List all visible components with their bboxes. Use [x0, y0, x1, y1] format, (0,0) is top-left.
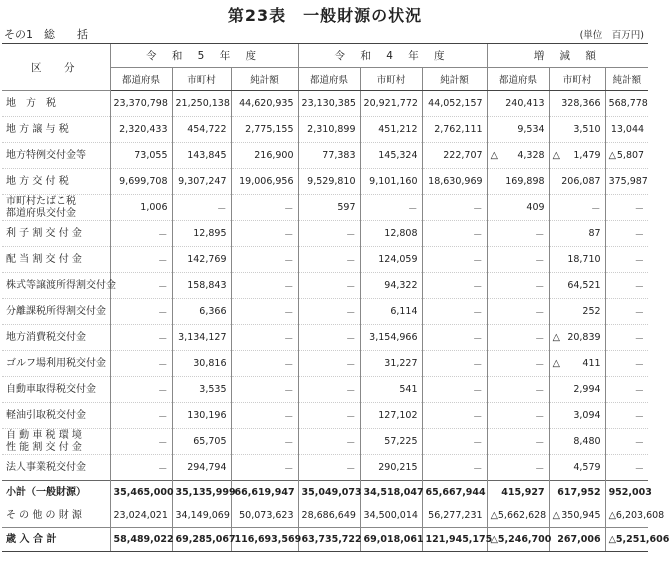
cell-value: 5,662,628: [497, 510, 547, 521]
table-cell: 50,073,623: [231, 504, 298, 528]
table-cell: [549, 504, 605, 528]
table-cell: 9,699,708: [110, 169, 172, 195]
table-cell: －: [231, 247, 298, 273]
column-header: 市町村: [172, 68, 231, 91]
table-cell: 66,619,947: [231, 481, 298, 505]
row-label: 自動車取得税交付金: [2, 377, 110, 403]
table-cell: 9,529,810: [298, 169, 360, 195]
table-cell: 116,693,569: [231, 528, 298, 552]
table-cell: 23,024,021: [110, 504, 172, 528]
section-subtitle: その1 総 括: [4, 28, 88, 41]
table-cell: 44,052,157: [422, 91, 487, 117]
table-cell: －: [422, 299, 487, 325]
table-cell: －: [298, 377, 360, 403]
table-cell: －: [605, 221, 648, 247]
row-label-header: 区 分: [2, 44, 110, 91]
negative-marker: △: [552, 510, 560, 521]
table-cell: －: [231, 429, 298, 455]
table-cell: 35,465,000: [110, 481, 172, 505]
table-cell: [487, 143, 549, 169]
table-cell: 12,895: [172, 221, 231, 247]
table-cell: 64,521: [549, 273, 605, 299]
general-revenue-table: [2, 43, 669, 552]
table-cell: －: [422, 455, 487, 481]
table-row: [2, 195, 648, 221]
table-cell: 451,212: [360, 117, 422, 143]
row-label: そ の 他 の 財 源: [6, 509, 82, 521]
group-header-change: 増 減 額: [487, 44, 648, 68]
row-label: 株式等譲渡所得割交付金: [2, 273, 110, 299]
table-cell: －: [487, 273, 549, 299]
table-cell: 409: [487, 195, 549, 221]
table-cell: －: [487, 325, 549, 351]
table-cell: 69,018,061: [360, 528, 422, 552]
cell-value: 5,807: [616, 150, 645, 161]
table-cell: －: [298, 221, 360, 247]
table-cell: 9,101,160: [360, 169, 422, 195]
negative-marker: △: [552, 358, 560, 369]
table-cell: 206,087: [549, 169, 605, 195]
table-cell: －: [422, 403, 487, 429]
table-cell: －: [487, 403, 549, 429]
table-cell: 34,518,047: [360, 481, 422, 505]
table-cell: 454,722: [172, 117, 231, 143]
header-group-row: [2, 44, 648, 68]
cell-value: 20,839: [567, 332, 601, 343]
table-cell: －: [110, 221, 172, 247]
table-cell: －: [110, 351, 172, 377]
column-header: 市町村: [360, 68, 422, 91]
negative-marker: △: [490, 150, 498, 161]
column-header: 都道府県: [298, 68, 360, 91]
table-row: [2, 528, 648, 552]
table-row: [2, 221, 648, 247]
table-row: [2, 455, 648, 481]
page-title: 第23表 一般財源の状況: [227, 6, 423, 25]
table-row: [2, 117, 648, 143]
table-cell: 28,686,649: [298, 504, 360, 528]
table-cell: －: [487, 247, 549, 273]
table-cell: 58,489,022: [110, 528, 172, 552]
column-header: 純計額: [422, 68, 487, 91]
column-header: 純計額: [231, 68, 298, 91]
negative-marker: △: [608, 510, 616, 521]
table-cell: 6,366: [172, 299, 231, 325]
table-cell: －: [487, 429, 549, 455]
row-label: 法人事業税交付金: [2, 455, 110, 481]
table-cell: 2,320,433: [110, 117, 172, 143]
table-cell: 69,285,067: [172, 528, 231, 552]
table-cell: －: [605, 195, 648, 221]
table-cell: 3,535: [172, 377, 231, 403]
table-cell: －: [360, 195, 422, 221]
table-cell: －: [110, 299, 172, 325]
table-cell: 145,324: [360, 143, 422, 169]
table-cell: 35,049,073: [298, 481, 360, 505]
table-cell: －: [605, 273, 648, 299]
table-cell: －: [422, 221, 487, 247]
cell-value: 350,945: [561, 510, 601, 521]
row-label: ゴルフ場利用税交付金: [2, 351, 110, 377]
row-label: 地 方 譲 与 税: [2, 117, 110, 143]
table-cell: －: [231, 221, 298, 247]
table-cell: 142,769: [172, 247, 231, 273]
negative-marker: △: [552, 332, 560, 343]
cell-value: 4,328: [517, 150, 545, 161]
table-cell: 9,534: [487, 117, 549, 143]
table-cell: －: [298, 325, 360, 351]
table-cell: 57,225: [360, 429, 422, 455]
table-cell: 73,055: [110, 143, 172, 169]
table-cell: 34,149,069: [172, 504, 231, 528]
table-cell: 2,775,155: [231, 117, 298, 143]
table-cell: 568,778: [605, 91, 648, 117]
table-cell: 18,710: [549, 247, 605, 273]
table-cell: －: [422, 325, 487, 351]
table-cell: 222,707: [422, 143, 487, 169]
table-cell: 290,215: [360, 455, 422, 481]
table-row: [2, 429, 648, 455]
table-row: [2, 299, 648, 325]
table-cell: －: [110, 429, 172, 455]
table-cell: －: [231, 377, 298, 403]
table-cell: 252: [549, 299, 605, 325]
table-cell: －: [605, 351, 648, 377]
row-label: 小計（一般財源）: [2, 481, 110, 505]
table-cell: －: [487, 377, 549, 403]
table-cell: －: [422, 377, 487, 403]
table-cell: 617,952: [549, 481, 605, 505]
table-cell: 158,843: [172, 273, 231, 299]
table-cell: 3,510: [549, 117, 605, 143]
table-cell: [549, 325, 605, 351]
table-cell: －: [605, 299, 648, 325]
row-label: 配 当 割 交 付 金: [2, 247, 110, 273]
table-cell: －: [172, 195, 231, 221]
table-cell: －: [110, 455, 172, 481]
table-cell: －: [605, 429, 648, 455]
table-cell: 541: [360, 377, 422, 403]
table-cell: 3,154,966: [360, 325, 422, 351]
table-cell: －: [110, 403, 172, 429]
table-row: [2, 403, 648, 429]
table-row: [2, 273, 648, 299]
table-cell: －: [422, 247, 487, 273]
table-cell: －: [231, 403, 298, 429]
negative-marker: △: [490, 534, 498, 545]
negative-marker: △: [608, 534, 616, 545]
cell-value: 5,251,606: [615, 534, 669, 545]
table-cell: －: [110, 247, 172, 273]
table-cell: －: [487, 455, 549, 481]
table-cell: 87: [549, 221, 605, 247]
unit-label: (単位 百万円): [579, 30, 644, 41]
table-cell: 31,227: [360, 351, 422, 377]
table-cell: －: [422, 429, 487, 455]
table-cell: 13,044: [605, 117, 648, 143]
table-cell: [487, 528, 552, 552]
table-cell: [605, 504, 665, 528]
table-cell: 415,927: [487, 481, 549, 505]
negative-marker: △: [490, 510, 498, 521]
row-label: 軽油引取税交付金: [2, 403, 110, 429]
row-label: 分離課税所得割交付金: [2, 299, 110, 325]
table-cell: －: [298, 429, 360, 455]
table-cell: 216,900: [231, 143, 298, 169]
table-cell: 34,500,014: [360, 504, 422, 528]
row-label: 利 子 割 交 付 金: [2, 221, 110, 247]
table-cell: －: [231, 195, 298, 221]
table-cell: [605, 143, 648, 169]
table-cell: －: [605, 325, 648, 351]
table-cell: 240,413: [487, 91, 549, 117]
table-cell: 63,735,722: [298, 528, 360, 552]
table-cell: 143,845: [172, 143, 231, 169]
table-row: [2, 91, 648, 117]
table-cell: 65,705: [172, 429, 231, 455]
table-row: [2, 504, 648, 528]
row-label: 市町村たばこ税 都道府県交付金: [2, 195, 110, 221]
table-cell: 4,579: [549, 455, 605, 481]
table-cell: 21,250,138: [172, 91, 231, 117]
row-label: 地 方 税: [2, 91, 110, 117]
table-cell: [605, 528, 669, 552]
table-cell: －: [422, 273, 487, 299]
table-cell: －: [110, 377, 172, 403]
table-cell: 3,134,127: [172, 325, 231, 351]
table-row: [2, 169, 648, 195]
table-cell: 77,383: [298, 143, 360, 169]
table-cell: －: [422, 351, 487, 377]
table-cell: －: [487, 299, 549, 325]
table-cell: 1,006: [110, 195, 172, 221]
table-cell: 294,794: [172, 455, 231, 481]
table-cell: 3,094: [549, 403, 605, 429]
table-row: [2, 481, 648, 505]
negative-marker: △: [552, 150, 560, 161]
table-row: [2, 351, 648, 377]
table-cell: －: [298, 351, 360, 377]
table-cell: 18,630,969: [422, 169, 487, 195]
table-cell: －: [110, 325, 172, 351]
table-cell: －: [422, 195, 487, 221]
row-label: 自 動 車 税 環 境 性 能 割 交 付 金: [2, 429, 110, 455]
table-cell: －: [298, 403, 360, 429]
cell-value: 6,203,608: [615, 510, 665, 521]
table-cell: [487, 504, 549, 528]
table-cell: 952,003: [605, 481, 648, 505]
group-header-r4: 令 和 4 年 度: [298, 44, 487, 68]
table-cell: －: [549, 195, 605, 221]
row-label: 歳 入 合 計: [2, 528, 110, 552]
table-row: [2, 325, 648, 351]
table-cell: 8,480: [549, 429, 605, 455]
table-cell: －: [487, 351, 549, 377]
table-cell: 20,921,772: [360, 91, 422, 117]
table-cell: 94,322: [360, 273, 422, 299]
table-cell: 2,762,111: [422, 117, 487, 143]
table-cell: 12,808: [360, 221, 422, 247]
row-label: 地方特例交付金等: [2, 143, 110, 169]
row-label: 地 方 交 付 税: [2, 169, 110, 195]
table-cell: －: [298, 247, 360, 273]
table-cell: 375,987: [605, 169, 648, 195]
table-cell: 130,196: [172, 403, 231, 429]
table-cell: 6,114: [360, 299, 422, 325]
table-cell: 23,370,798: [110, 91, 172, 117]
table-cell: －: [298, 299, 360, 325]
table-cell: －: [231, 299, 298, 325]
table-cell: －: [298, 273, 360, 299]
table-cell: 9,307,247: [172, 169, 231, 195]
table-cell: 30,816: [172, 351, 231, 377]
column-header: 純計額: [605, 68, 648, 91]
table-cell: 65,667,944: [422, 481, 487, 505]
table-row: [2, 247, 648, 273]
table-cell: 328,366: [549, 91, 605, 117]
table-cell: －: [605, 455, 648, 481]
table-cell: [549, 351, 605, 377]
table-cell: 267,006: [549, 528, 605, 552]
table-cell: 124,059: [360, 247, 422, 273]
table-row: [2, 377, 648, 403]
table-cell: －: [605, 377, 648, 403]
table-cell: 127,102: [360, 403, 422, 429]
table-cell: 2,310,899: [298, 117, 360, 143]
table-cell: －: [231, 351, 298, 377]
table-cell: [549, 143, 605, 169]
table-cell: －: [231, 455, 298, 481]
table-cell: －: [298, 455, 360, 481]
table-row: [2, 143, 648, 169]
table-cell: 169,898: [487, 169, 549, 195]
table-cell: 2,994: [549, 377, 605, 403]
table-cell: 35,135,999: [172, 481, 231, 505]
table-cell: 44,620,935: [231, 91, 298, 117]
table-cell: －: [231, 273, 298, 299]
column-header: 市町村: [549, 68, 605, 91]
cell-value: 1,479: [573, 150, 601, 161]
table-cell: 19,006,956: [231, 169, 298, 195]
table-cell: －: [605, 247, 648, 273]
table-cell: 23,130,385: [298, 91, 360, 117]
table-cell: 121,945,175: [422, 528, 487, 552]
table-cell: －: [231, 325, 298, 351]
row-label: 地方消費税交付金: [2, 325, 110, 351]
table-cell: －: [605, 403, 648, 429]
table-cell: 597: [298, 195, 360, 221]
cell-value: 411: [582, 358, 601, 369]
table-cell: －: [487, 221, 549, 247]
column-header: 都道府県: [487, 68, 549, 91]
cell-value: 5,246,700: [497, 534, 552, 545]
group-header-r5: 令 和 5 年 度: [110, 44, 298, 68]
table-cell: －: [110, 273, 172, 299]
negative-marker: △: [608, 150, 616, 161]
column-header: 都道府県: [110, 68, 172, 91]
table-cell: 56,277,231: [422, 504, 487, 528]
